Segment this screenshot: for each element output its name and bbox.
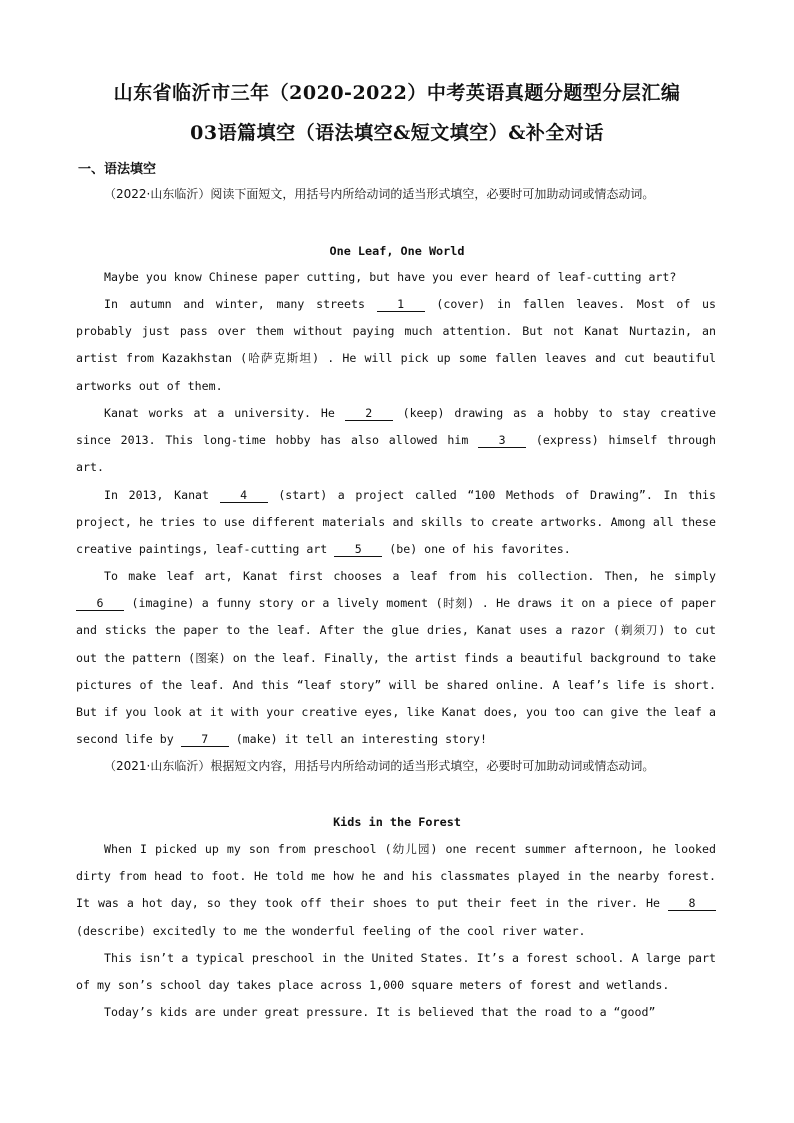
text-run: (imagine) a funny story or a lively moment (时刻) . He draws it on a piece of paper and sticks the paper to the leaf. After the glue dries, Kanat uses a razor (剃须刀) to cut out the pattern (图案) on the leaf. Finally, the artist finds a beautiful background to take pictures of the leaf. And this “leaf story” will be shared online. A leaf’s life is short. But if you look at it with your creative eyes, like Kanat does, you too can give the leaf a second life by bbox=[76, 596, 716, 747]
passage2-paragraph-1 bbox=[76, 836, 716, 945]
passage2-paragraph-2: This isn’t a typical preschool in the United States. It’s a forest school. A large part of my son’s school day takes place across 1,000 square meters of forest and wetlands. bbox=[76, 951, 716, 993]
passage2-intro: （2021·山东临沂）根据短文内容，用括号内所给动词的适当形式填空，必要时可加助动词或情态动词。 bbox=[104, 759, 655, 773]
blank-1[interactable]: 1 bbox=[377, 297, 425, 312]
passage1-paragraph-1: Maybe you know Chinese paper cutting, but have you ever heard of leaf-cutting art? bbox=[104, 270, 677, 284]
document-title-line-1: 山东省临沂市三年（2020-2022）中考英语真题分题型分层汇编 bbox=[113, 82, 681, 104]
text-run: To make leaf art, Kanat first chooses a leaf from his collection. Then, he simply bbox=[104, 569, 716, 583]
blank-5[interactable]: 5 bbox=[334, 542, 382, 557]
text-run: (cover) in fallen leaves. Most of us probably just pass over them without paying much attention. But not Kanat Nurtazin, an artist from Kazakhstan (哈萨克斯坦) . He will pick up some fallen leaves and cut beautiful artworks out of them. bbox=[76, 297, 717, 393]
passage1-paragraph-4 bbox=[76, 482, 716, 564]
passage2-heading: Kids in the Forest bbox=[333, 815, 461, 829]
text-run: In autumn and winter, many streets bbox=[104, 297, 365, 311]
blank-6[interactable]: 6 bbox=[76, 596, 124, 611]
blank-8[interactable]: 8 bbox=[668, 896, 716, 911]
text-run: In 2013, Kanat bbox=[104, 488, 210, 502]
passage1-intro: （2022·山东临沂）阅读下面短文，用括号内所给动词的适当形式填空，必要时可加助动词或情态动词。 bbox=[104, 187, 655, 201]
passage1-paragraph-2 bbox=[76, 291, 716, 400]
passage1-heading: One Leaf, One World bbox=[329, 244, 465, 258]
blank-3[interactable]: 3 bbox=[478, 433, 526, 448]
text-run: (be) one of his favorites. bbox=[389, 542, 571, 557]
text-run: (start) a project called “100 Methods of Drawing”. In this project, he tries to use different materials and skills to create artworks. Among all these creative paintings, leaf-cutting art bbox=[76, 488, 717, 557]
section-heading: 一、语法填空 bbox=[78, 162, 157, 177]
blank-4[interactable]: 4 bbox=[220, 488, 268, 503]
text-run: (express) himself through art. bbox=[76, 433, 716, 475]
document-title-line-2: 03语篇填空（语法填空&短文填空）&补全对话 bbox=[190, 122, 604, 144]
text-run: (describe) excitedly to me the wonderful feeling of the cool river water. bbox=[76, 923, 586, 938]
text-run: (keep) drawing as a hobby to stay creative since 2013. This long-time hobby has also allowed him bbox=[76, 406, 716, 448]
passage1-paragraph-3 bbox=[76, 400, 716, 482]
passage1-paragraph-5 bbox=[76, 563, 716, 753]
blank-7[interactable]: 7 bbox=[181, 732, 229, 747]
passage2-paragraph-3: Today’s kids are under great pressure. It is believed that the road to a “good” bbox=[104, 1005, 656, 1019]
text-run: (make) it tell an interesting story! bbox=[235, 732, 487, 747]
text-run: When I picked up my son from preschool (幼儿园) one recent summer afternoon, he looked dirty from head to foot. He told me how he and his classmates played in the nearby forest. It was a hot day, so they took off their shoes to put their feet in the river. He bbox=[76, 842, 716, 911]
text-run: Kanat works at a university. He bbox=[104, 406, 335, 420]
blank-2[interactable]: 2 bbox=[345, 406, 393, 421]
